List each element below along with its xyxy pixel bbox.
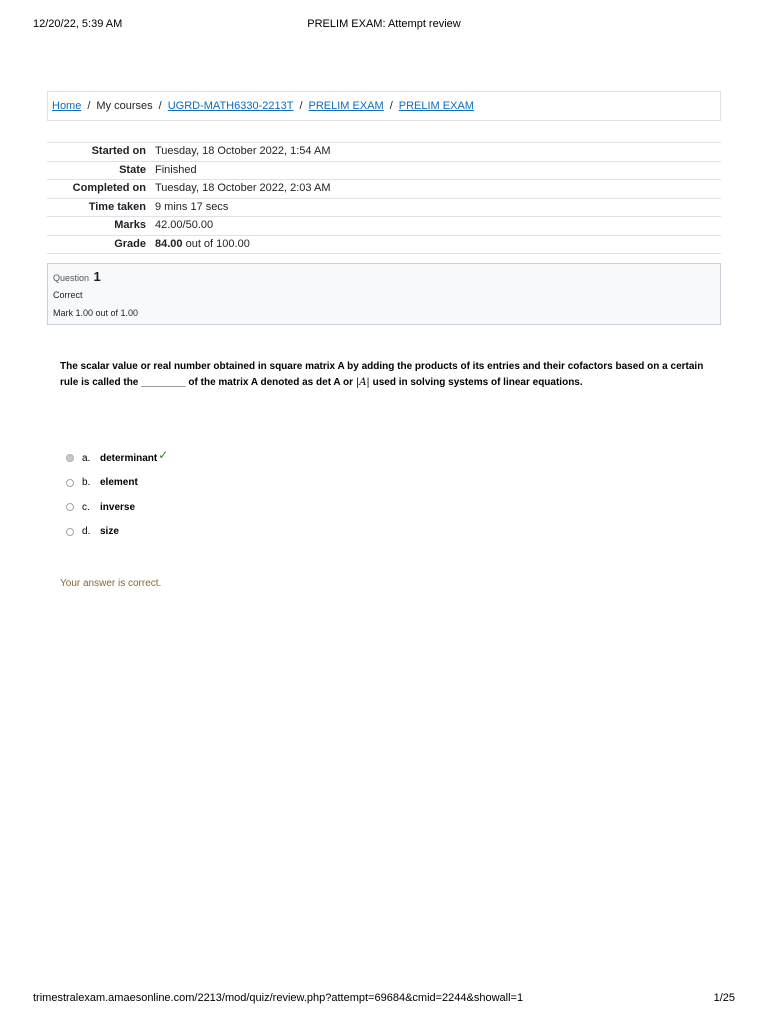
correct-check-icon: ✓	[158, 448, 169, 463]
answer-letter: b.	[82, 477, 91, 489]
breadcrumb-my-courses: My courses	[96, 100, 153, 112]
completed-label: Completed on	[72, 182, 146, 195]
grade-label: Grade	[114, 237, 146, 250]
time-taken-label: Time taken	[88, 200, 146, 213]
question-info-box	[47, 263, 721, 325]
radio-icon[interactable]	[66, 528, 74, 536]
summary-row-state	[47, 161, 721, 180]
question-number-value: 1	[93, 269, 101, 284]
question-text-part1: The scalar value or real number obtained in square matrix A by adding the products of its entries and their cofactors based on a certain rule is called the ________ of the matrix A denoted as det A or	[60, 361, 704, 388]
answer-text: determinant	[100, 452, 158, 464]
print-url: trimestralexam.amaesonline.com/2213/mod/quiz/review.php?attempt=69684&cmid=2244&showall=1	[33, 992, 524, 1004]
summary-row-time	[47, 198, 721, 217]
answer-option-d[interactable]	[66, 520, 168, 545]
summary-row-grade	[47, 235, 721, 254]
marks-label: Marks	[114, 219, 146, 232]
breadcrumb-separator: /	[299, 100, 303, 112]
marks-value: 42.00/50.00	[155, 219, 214, 232]
summary-row-marks	[47, 217, 721, 236]
answer-letter: d.	[82, 526, 91, 538]
print-page-title: PRELIM EXAM: Attempt review	[307, 18, 461, 30]
radio-icon[interactable]	[66, 503, 74, 511]
attempt-summary-table	[47, 142, 721, 254]
breadcrumb-course-link[interactable]: UGRD-MATH6330-2213T	[167, 100, 294, 112]
grade-value	[155, 235, 721, 254]
answer-letter: c.	[82, 501, 90, 513]
state-label: State	[119, 163, 146, 176]
answer-text: inverse	[100, 501, 136, 513]
answer-option-a[interactable]	[66, 446, 168, 471]
summary-row-completed	[47, 180, 721, 199]
breadcrumb-quiz-link[interactable]: PRELIM EXAM	[398, 100, 474, 112]
radio-selected-icon[interactable]	[66, 454, 74, 462]
question-label: Question	[53, 273, 90, 283]
time-taken-value: 9 mins 17 secs	[155, 200, 229, 213]
question-number	[53, 269, 101, 284]
started-label: Started on	[91, 145, 146, 158]
grade-score: 84.00	[155, 237, 183, 250]
answer-text: size	[100, 526, 119, 538]
question-text	[60, 359, 720, 391]
breadcrumb-separator: /	[87, 100, 91, 112]
answer-option-c[interactable]	[66, 495, 168, 520]
breadcrumb-separator: /	[389, 100, 393, 112]
summary-row-started	[47, 143, 721, 162]
completed-value: Tuesday, 18 October 2022, 2:03 AM	[155, 182, 331, 195]
started-value: Tuesday, 18 October 2022, 1:54 AM	[155, 145, 331, 158]
answer-option-b[interactable]	[66, 471, 168, 496]
question-text-part2: used in solving systems of linear equations.	[369, 377, 583, 388]
state-value: Finished	[155, 163, 197, 176]
radio-icon[interactable]	[66, 479, 74, 487]
grade-out-of: out of 100.00	[182, 237, 250, 250]
answer-feedback: Your answer is correct.	[60, 578, 162, 589]
answer-letter: a.	[82, 452, 91, 464]
breadcrumb-separator: /	[158, 100, 162, 112]
print-page-count: 1/25	[713, 992, 735, 1004]
breadcrumb	[47, 91, 721, 121]
question-state: Correct	[53, 290, 83, 300]
answer-options	[66, 446, 168, 544]
question-math-abs-a: |A|	[355, 377, 370, 388]
answer-text: element	[100, 477, 138, 489]
breadcrumb-home-link[interactable]: Home	[52, 100, 82, 112]
question-mark: Mark 1.00 out of 1.00	[53, 308, 139, 318]
print-datetime: 12/20/22, 5:39 AM	[33, 18, 123, 30]
breadcrumb-section-link[interactable]: PRELIM EXAM	[308, 100, 384, 112]
